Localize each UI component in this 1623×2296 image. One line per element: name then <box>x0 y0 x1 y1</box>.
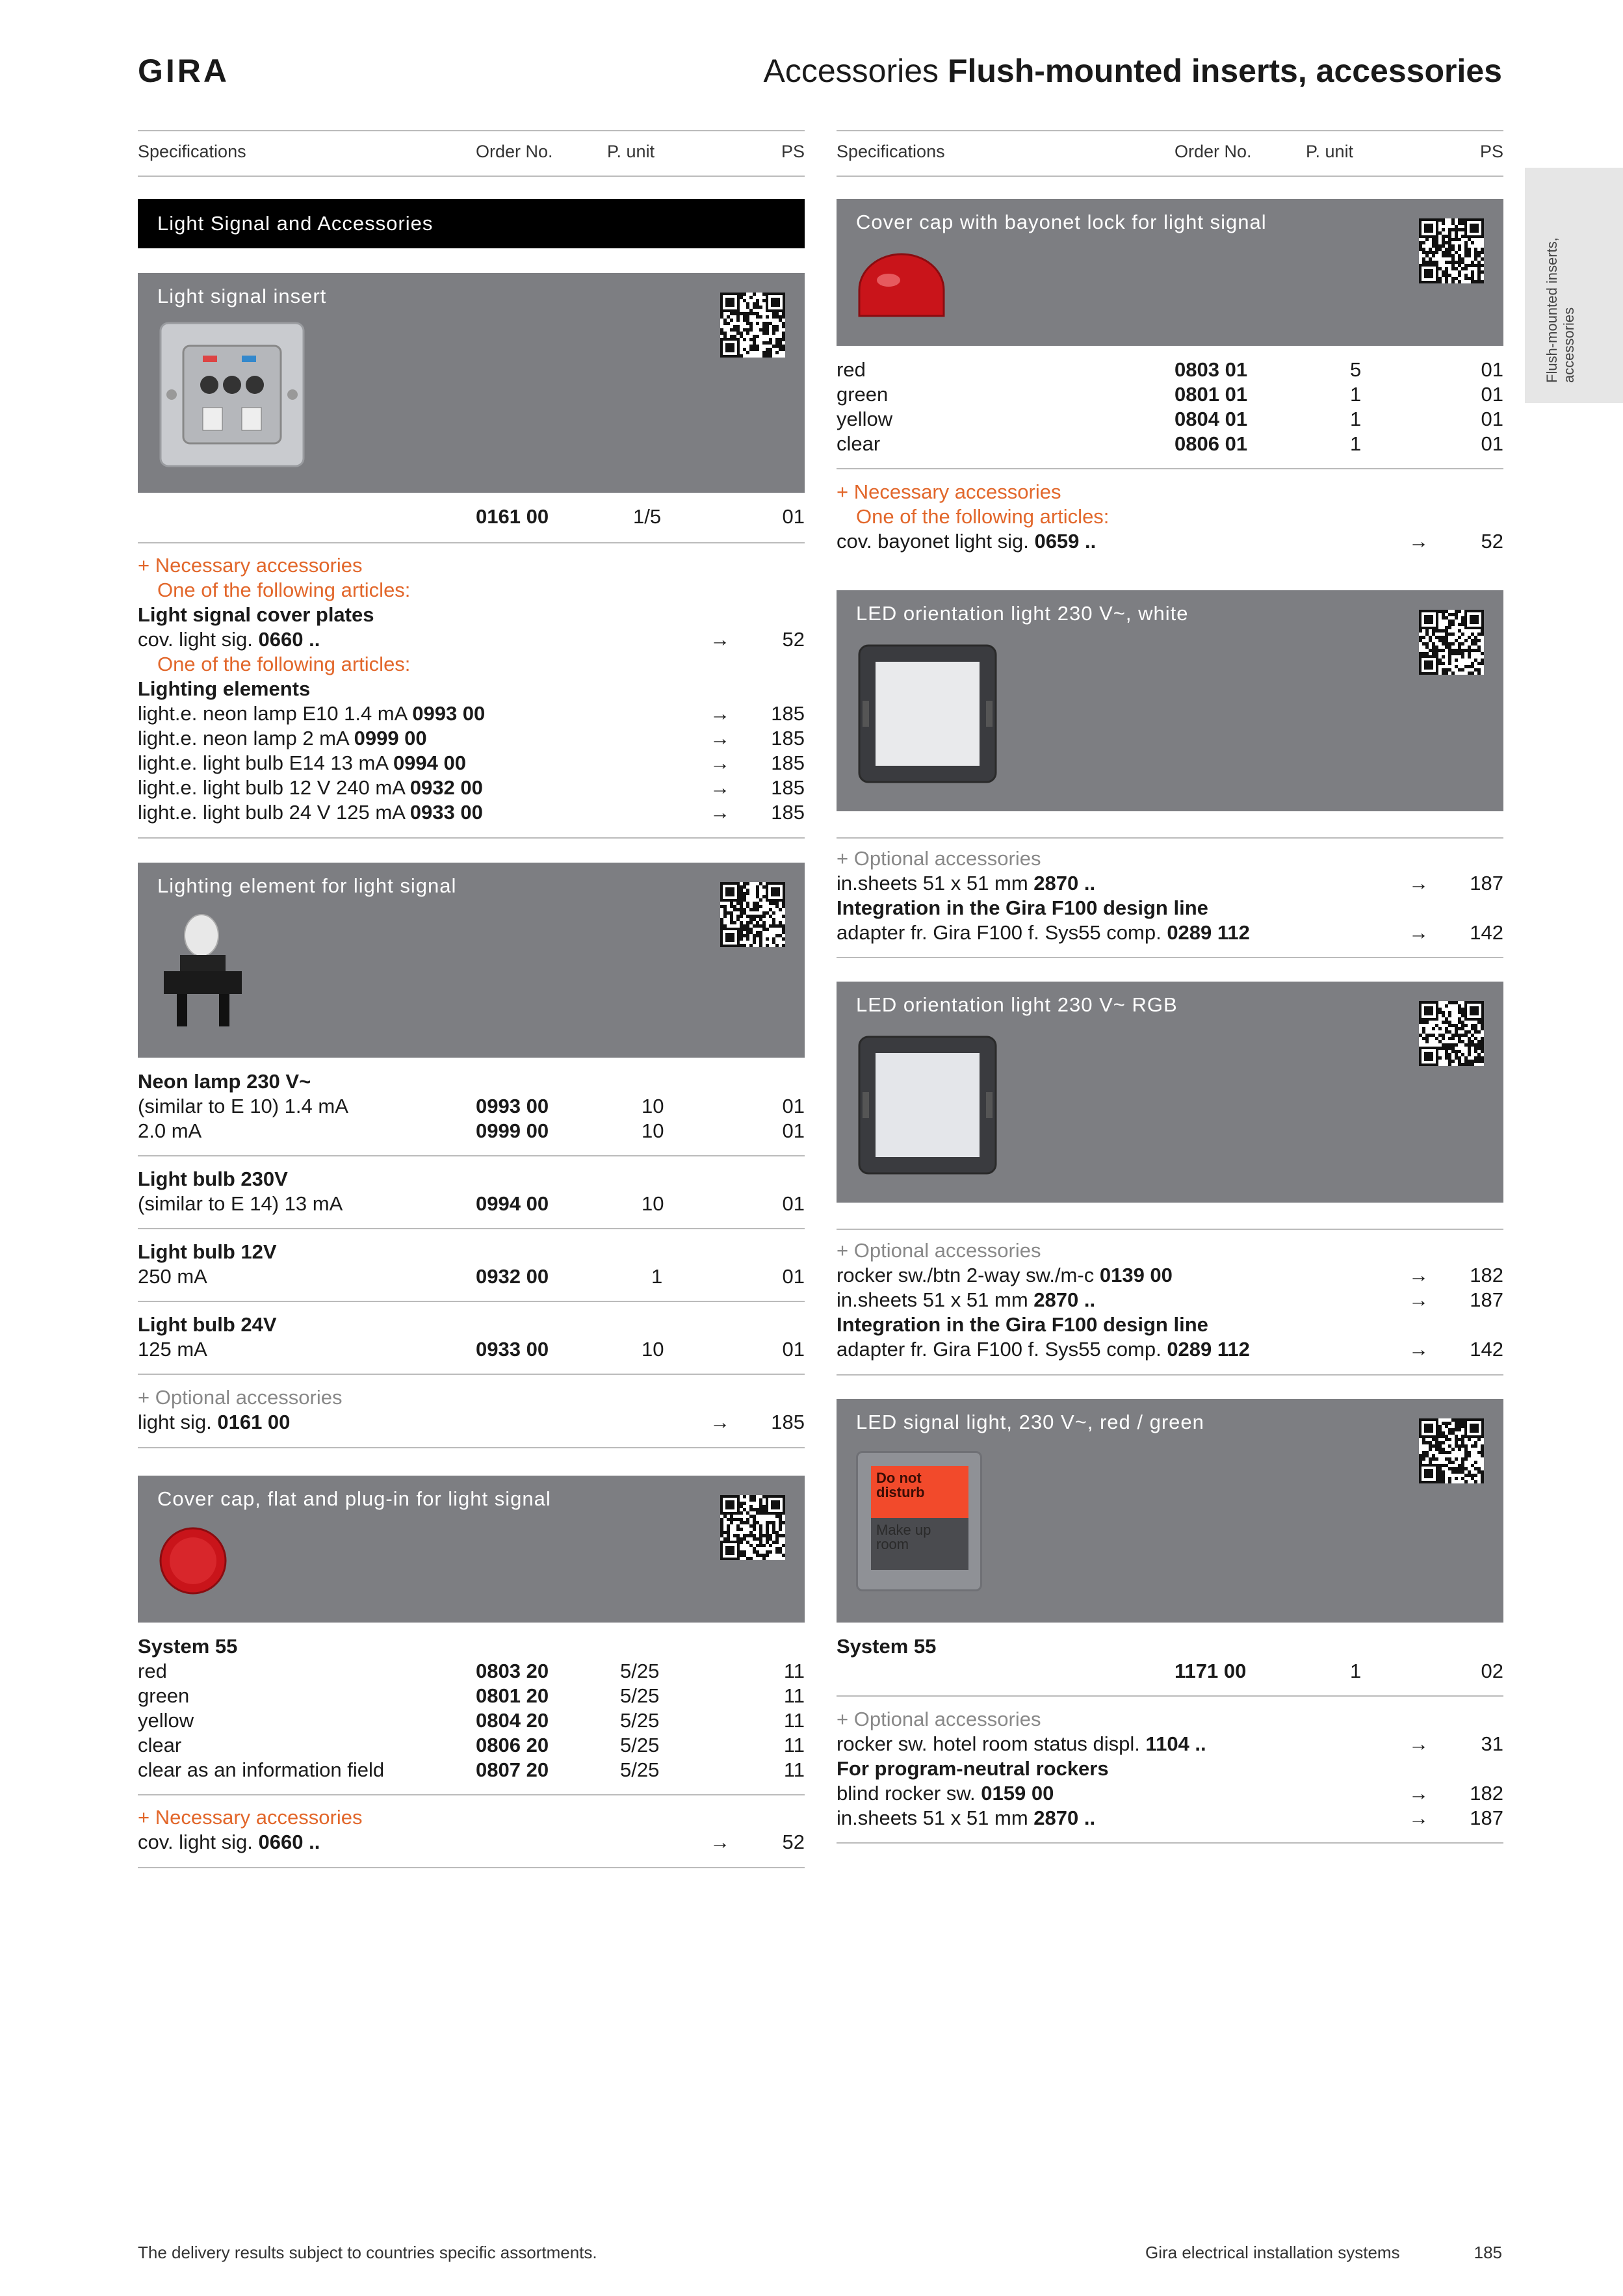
divider <box>138 1447 805 1448</box>
arrow-right-icon: → <box>710 628 730 651</box>
page-reference[interactable]: 52 <box>782 628 805 651</box>
accessory-order: 0994 00 <box>393 751 466 774</box>
program-neutral-heading: For program-neutral rockers <box>837 1757 1109 1780</box>
optional-accessories-heading <box>837 1707 1041 1732</box>
accessory-row[interactable] <box>837 1337 1503 1362</box>
divider <box>138 837 805 839</box>
table-row <box>138 1758 805 1782</box>
light-signal-insert-image <box>157 320 307 469</box>
arrow-right-icon: → <box>1409 1264 1429 1286</box>
system-55-heading: System 55 <box>837 1635 937 1658</box>
pack-unit: 10 <box>642 1119 664 1142</box>
price-group: 11 <box>783 1660 805 1682</box>
table-row <box>138 1708 805 1733</box>
spec-text: clear <box>837 432 881 455</box>
accessory-order: 0932 00 <box>409 776 483 799</box>
order-number: 0994 00 <box>476 1192 549 1215</box>
price-group: 01 <box>1481 383 1503 406</box>
qr-pattern <box>1419 1001 1484 1066</box>
price-group: 01 <box>782 1338 805 1361</box>
divider <box>138 542 805 543</box>
page-reference[interactable]: 187 <box>1470 872 1503 894</box>
spec-text: 2.0 mA <box>138 1119 202 1142</box>
accessory-text: light.e. light bulb 24 V 125 mA <box>138 801 405 824</box>
red-bayonet-cap-image <box>856 251 947 322</box>
accessory-text: in.sheets 51 x 51 mm <box>837 872 1028 894</box>
accessory-order: 0659 .. <box>1034 530 1097 553</box>
divider <box>837 1695 1503 1697</box>
neon-lamp-heading: Neon lamp 230 V~ <box>138 1070 311 1093</box>
spec-text: red <box>837 358 866 381</box>
page-title-light: Accessories <box>763 53 939 89</box>
spec-text: (similar to E 14) 13 mA <box>138 1192 343 1215</box>
arrow-right-icon: → <box>710 776 730 799</box>
page-reference[interactable]: 187 <box>1470 1288 1503 1311</box>
price-group: 11 <box>783 1709 805 1732</box>
product-title: Light signal insert <box>157 285 327 307</box>
divider <box>837 1229 1503 1230</box>
page-reference[interactable]: 187 <box>1470 1807 1503 1829</box>
divider <box>138 1374 805 1375</box>
heading-text: Optional accessories <box>853 1708 1041 1730</box>
accessory-row[interactable] <box>138 627 805 652</box>
divider <box>138 1228 805 1229</box>
qr-pattern <box>720 293 785 358</box>
accessory-row[interactable] <box>837 1781 1503 1806</box>
divider <box>837 1374 1503 1376</box>
price-group: 01 <box>782 1095 805 1117</box>
spec-text: yellow <box>837 408 893 430</box>
spec-text: 125 mA <box>138 1338 207 1361</box>
page-title-bold: Flush-mounted inserts, accessories <box>947 53 1502 89</box>
accessory-order: 0660 .. <box>258 628 320 651</box>
system-55-heading: System 55 <box>138 1635 238 1658</box>
arrow-right-icon: → <box>710 727 730 750</box>
order-number: 0933 00 <box>476 1338 549 1361</box>
make-up-room-panel <box>871 1518 968 1570</box>
divider <box>837 1842 1503 1844</box>
product-box-led-white <box>837 590 1503 811</box>
heading-text: Necessary accessories <box>155 554 363 577</box>
arrow-right-icon: → <box>1409 1732 1429 1755</box>
accessory-order: 0289 112 <box>1167 1338 1250 1361</box>
price-group: 01 <box>1481 408 1503 430</box>
page-number: 185 <box>1474 2243 1502 2262</box>
price-group: 11 <box>783 1758 805 1781</box>
page-reference[interactable]: 185 <box>771 776 805 799</box>
accessory-order: 0993 00 <box>412 702 486 725</box>
qr-code-icon[interactable] <box>1419 1001 1484 1066</box>
integration-heading: Integration in the Gira F100 design line <box>837 896 1208 919</box>
table-row <box>138 1264 805 1289</box>
necessary-accessories-heading <box>138 1805 362 1830</box>
arrow-right-icon: → <box>1409 530 1429 553</box>
accessory-order: 2870 .. <box>1033 1807 1096 1829</box>
table-row <box>837 1659 1503 1684</box>
pack-unit: 10 <box>642 1192 664 1215</box>
qr-pattern <box>1419 610 1484 675</box>
price-group: 01 <box>1481 432 1503 455</box>
plus-icon: + <box>138 1806 150 1829</box>
page-reference[interactable]: 185 <box>771 1411 805 1433</box>
arrow-right-icon: → <box>1409 872 1429 894</box>
pack-unit: 5/25 <box>620 1684 660 1707</box>
col-unit-label: P. unit <box>607 142 655 161</box>
one-of-label: One of the following articles: <box>856 505 1110 528</box>
pack-unit: 1 <box>1350 1660 1362 1682</box>
spec-text: clear <box>138 1734 182 1756</box>
table-row <box>138 1192 805 1216</box>
price-group: 11 <box>783 1684 805 1707</box>
accessory-text: light.e. light bulb E14 13 mA <box>138 751 388 774</box>
footer-brand: Gira electrical installation systems <box>1145 2243 1400 2262</box>
page-reference[interactable]: 182 <box>1470 1782 1503 1805</box>
accessory-text: in.sheets 51 x 51 mm <box>837 1807 1028 1829</box>
product-box-led-signal <box>837 1399 1503 1623</box>
plus-icon: + <box>837 1708 849 1730</box>
divider <box>837 468 1503 469</box>
spec-text: clear as an information field <box>138 1758 385 1781</box>
price-group: 11 <box>783 1734 805 1756</box>
accessory-text: light.e. neon lamp 2 mA <box>138 727 348 750</box>
do-not-disturb-panel <box>871 1466 968 1518</box>
accessory-order: 0933 00 <box>409 801 483 824</box>
product-title: LED signal light, 230 V~, red / green <box>856 1411 1204 1433</box>
table-row <box>837 432 1503 456</box>
qr-pattern <box>720 882 785 947</box>
accessory-row[interactable] <box>837 1806 1503 1831</box>
bulb-12-heading: Light bulb 12V <box>138 1240 277 1263</box>
accessory-text: adapter fr. Gira F100 f. Sys55 comp. <box>837 1338 1162 1361</box>
one-of-label: One of the following articles: <box>157 653 411 675</box>
table-row <box>837 407 1503 432</box>
arrow-right-icon: → <box>710 751 730 774</box>
table-row <box>138 1119 805 1143</box>
heading-text: Necessary accessories <box>853 480 1061 503</box>
accessory-row[interactable] <box>837 920 1503 945</box>
page-reference[interactable]: 142 <box>1470 921 1503 944</box>
pack-unit: 5/25 <box>620 1758 660 1781</box>
divider <box>138 1794 805 1795</box>
accessory-order: 0161 00 <box>217 1411 291 1433</box>
bulb-230-heading: Light bulb 230V <box>138 1168 288 1190</box>
table-row <box>138 504 805 529</box>
accessory-order: 2870 .. <box>1033 1288 1096 1311</box>
necessary-accessories-heading <box>837 480 1061 504</box>
order-number: 0803 20 <box>476 1660 549 1682</box>
product-title: Cover cap with bayonet lock for light signal <box>856 211 1267 233</box>
heading-text: Optional accessories <box>155 1386 343 1409</box>
order-number: 0161 00 <box>476 505 549 528</box>
plus-icon: + <box>138 1386 150 1409</box>
price-group: 01 <box>782 1265 805 1288</box>
arrow-right-icon: → <box>710 1411 730 1433</box>
divider <box>138 1301 805 1302</box>
page-reference[interactable]: 52 <box>1481 530 1503 553</box>
accessory-text: light.e. light bulb 12 V 240 mA <box>138 776 405 799</box>
pack-unit: 5 <box>1350 358 1362 381</box>
order-number: 0801 20 <box>476 1684 549 1707</box>
accessory-row[interactable] <box>138 776 805 800</box>
heading-text: Optional accessories <box>853 1239 1041 1262</box>
order-number: 0801 01 <box>1175 383 1248 406</box>
spec-text: red <box>138 1660 167 1682</box>
bulb-24-heading: Light bulb 24V <box>138 1313 277 1336</box>
pack-unit: 5/25 <box>620 1734 660 1756</box>
order-number: 0806 20 <box>476 1734 549 1756</box>
arrow-right-icon: → <box>1409 1338 1429 1361</box>
pack-unit: 10 <box>642 1338 664 1361</box>
order-number: 0993 00 <box>476 1095 549 1117</box>
page-reference[interactable]: 185 <box>771 727 805 750</box>
accessory-text: in.sheets 51 x 51 mm <box>837 1288 1028 1311</box>
heading-text: Necessary accessories <box>155 1806 363 1829</box>
page-reference[interactable]: 52 <box>782 1831 805 1853</box>
order-number: 0999 00 <box>476 1119 549 1142</box>
integration-heading: Integration in the Gira F100 design line <box>837 1313 1208 1336</box>
pack-unit: 1 <box>1350 408 1362 430</box>
qr-code-icon[interactable] <box>720 1495 785 1560</box>
footer-note: The delivery results subject to countries specific assortments. <box>138 2243 597 2262</box>
order-number: 1171 00 <box>1175 1660 1247 1682</box>
page-reference[interactable]: 185 <box>771 702 805 725</box>
cover-plates-heading: Light signal cover plates <box>138 603 374 626</box>
accessory-text: cov. light sig. <box>138 628 253 651</box>
accessory-text: rocker sw./btn 2-way sw./m-c <box>837 1264 1095 1286</box>
order-number: 0804 01 <box>1175 408 1248 430</box>
price-group: 01 <box>782 1119 805 1142</box>
accessory-row[interactable] <box>837 1288 1503 1312</box>
col-spec-label: Specifications <box>138 142 246 161</box>
product-title: LED orientation light 230 V~ RGB <box>856 993 1178 1016</box>
right-column <box>837 0 1503 2296</box>
arrow-right-icon: → <box>1409 1807 1429 1829</box>
accessory-row[interactable] <box>138 800 805 825</box>
spec-text: green <box>138 1684 190 1707</box>
do-not-disturb-label: Do not disturb <box>876 1470 925 1500</box>
page-reference[interactable]: 182 <box>1470 1264 1503 1286</box>
order-number: 0932 00 <box>476 1265 549 1288</box>
plus-icon: + <box>837 480 849 503</box>
led-white-image <box>856 642 999 785</box>
table-row <box>138 1337 805 1362</box>
pack-unit: 1/5 <box>633 505 662 528</box>
table-row <box>138 1094 805 1119</box>
order-number: 0803 01 <box>1175 358 1248 381</box>
arrow-right-icon: → <box>1409 1782 1429 1805</box>
accessory-row[interactable] <box>837 871 1503 896</box>
pack-unit: 5/25 <box>620 1660 660 1682</box>
qr-code-icon[interactable] <box>720 293 785 358</box>
product-box-led-rgb <box>837 982 1503 1203</box>
accessory-text: adapter fr. Gira F100 f. Sys55 comp. <box>837 921 1162 944</box>
accessory-order: 1104 .. <box>1145 1732 1206 1755</box>
plus-icon: + <box>837 1239 849 1262</box>
product-box-light-signal-insert <box>138 273 805 493</box>
optional-accessories-heading <box>837 1238 1041 1263</box>
table-row <box>138 1659 805 1684</box>
led-signal-image <box>856 1451 982 1591</box>
col-order-label: Order No. <box>1175 142 1252 161</box>
product-title: Lighting element for light signal <box>157 874 457 897</box>
section-title-bar <box>138 199 805 248</box>
arrow-right-icon: → <box>710 801 730 824</box>
necessary-accessories-heading <box>138 553 362 578</box>
product-box-lighting-element <box>138 863 805 1058</box>
accessory-text: blind rocker sw. <box>837 1782 976 1805</box>
page-reference[interactable]: 31 <box>1481 1732 1503 1755</box>
spec-text: 250 mA <box>138 1265 207 1288</box>
spec-text: green <box>837 383 889 406</box>
lighting-element-image <box>157 909 255 1033</box>
pack-unit: 1 <box>1350 383 1362 406</box>
accessory-order: 0139 00 <box>1099 1264 1173 1286</box>
accessory-row[interactable] <box>138 726 805 751</box>
accessory-order: 0289 112 <box>1167 921 1250 944</box>
arrow-right-icon: → <box>1409 1288 1429 1311</box>
col-unit-label: P. unit <box>1306 142 1354 161</box>
side-tab-label: Flush-mounted inserts, accessories <box>1544 237 1577 383</box>
divider <box>138 1155 805 1156</box>
product-box-cover-bayonet <box>837 199 1503 346</box>
col-ps-label: PS <box>781 142 805 161</box>
accessory-order: 2870 .. <box>1033 872 1096 894</box>
accessory-text: light sig. <box>138 1411 212 1433</box>
accessory-text: cov. bayonet light sig. <box>837 530 1029 553</box>
pack-unit: 5/25 <box>620 1709 660 1732</box>
qr-code-icon[interactable] <box>1419 610 1484 675</box>
page-reference[interactable]: 142 <box>1470 1338 1503 1361</box>
price-group: 01 <box>1481 358 1503 381</box>
plus-icon: + <box>138 554 150 577</box>
one-of-label: One of the following articles: <box>157 579 411 601</box>
divider <box>837 837 1503 839</box>
product-title: LED orientation light 230 V~, white <box>856 602 1189 625</box>
order-number: 0807 20 <box>476 1758 549 1781</box>
table-row <box>138 1733 805 1758</box>
page-reference[interactable]: 185 <box>771 751 805 774</box>
pack-unit: 10 <box>642 1095 664 1117</box>
accessory-text: rocker sw. hotel room status displ. <box>837 1732 1140 1755</box>
accessory-text: cov. light sig. <box>138 1831 253 1853</box>
accessory-row[interactable] <box>837 1732 1503 1756</box>
price-group: 01 <box>782 505 805 528</box>
spec-text: (similar to E 10) 1.4 mA <box>138 1095 348 1117</box>
order-number: 0804 20 <box>476 1709 549 1732</box>
accessory-row[interactable] <box>138 701 805 726</box>
product-title: Cover cap, flat and plug-in for light signal <box>157 1487 551 1510</box>
col-order-label: Order No. <box>476 142 553 161</box>
left-column <box>138 0 805 2296</box>
divider <box>837 957 1503 958</box>
accessory-row[interactable] <box>837 1263 1503 1288</box>
pack-unit: 1 <box>1350 432 1362 455</box>
accessory-row[interactable] <box>138 1830 805 1855</box>
col-spec-label: Specifications <box>837 142 945 161</box>
led-rgb-image <box>856 1034 999 1177</box>
qr-pattern <box>1419 218 1484 283</box>
accessory-text: light.e. neon lamp E10 1.4 mA <box>138 702 407 725</box>
qr-code-icon[interactable] <box>1419 218 1484 283</box>
accessory-row[interactable] <box>138 751 805 776</box>
accessory-row[interactable] <box>138 1410 805 1435</box>
spec-text: yellow <box>138 1709 194 1732</box>
col-ps-label: PS <box>1479 142 1503 161</box>
price-group: 01 <box>782 1192 805 1215</box>
optional-accessories-heading <box>138 1385 342 1410</box>
qr-pattern <box>1419 1418 1484 1483</box>
divider <box>138 1867 805 1868</box>
red-cover-cap-image <box>157 1525 229 1597</box>
qr-code-icon[interactable] <box>720 882 785 947</box>
qr-code-icon[interactable] <box>1419 1418 1484 1483</box>
accessory-order: 0999 00 <box>354 727 427 750</box>
section-title: Light Signal and Accessories <box>157 212 434 235</box>
heading-text: Optional accessories <box>853 847 1041 870</box>
price-group: 02 <box>1481 1660 1503 1682</box>
qr-pattern <box>720 1495 785 1560</box>
arrow-right-icon: → <box>1409 921 1429 944</box>
page-reference[interactable]: 185 <box>771 801 805 824</box>
accessory-order: 0660 .. <box>258 1831 320 1853</box>
optional-accessories-heading <box>837 846 1041 871</box>
side-tab[interactable] <box>1525 168 1623 403</box>
table-row <box>837 358 1503 382</box>
accessory-order: 0159 00 <box>981 1782 1054 1805</box>
make-up-room-label: Make up room <box>876 1522 931 1552</box>
product-box-cover-flat <box>138 1476 805 1623</box>
lighting-elements-heading: Lighting elements <box>138 677 311 700</box>
accessory-row[interactable] <box>837 529 1503 554</box>
order-number: 0806 01 <box>1175 432 1248 455</box>
pack-unit: 1 <box>651 1265 663 1288</box>
table-row <box>837 382 1503 407</box>
arrow-right-icon: → <box>710 702 730 725</box>
table-row <box>138 1684 805 1708</box>
plus-icon: + <box>837 847 849 870</box>
arrow-right-icon: → <box>710 1831 730 1853</box>
gira-logo: GIRA <box>138 53 229 89</box>
